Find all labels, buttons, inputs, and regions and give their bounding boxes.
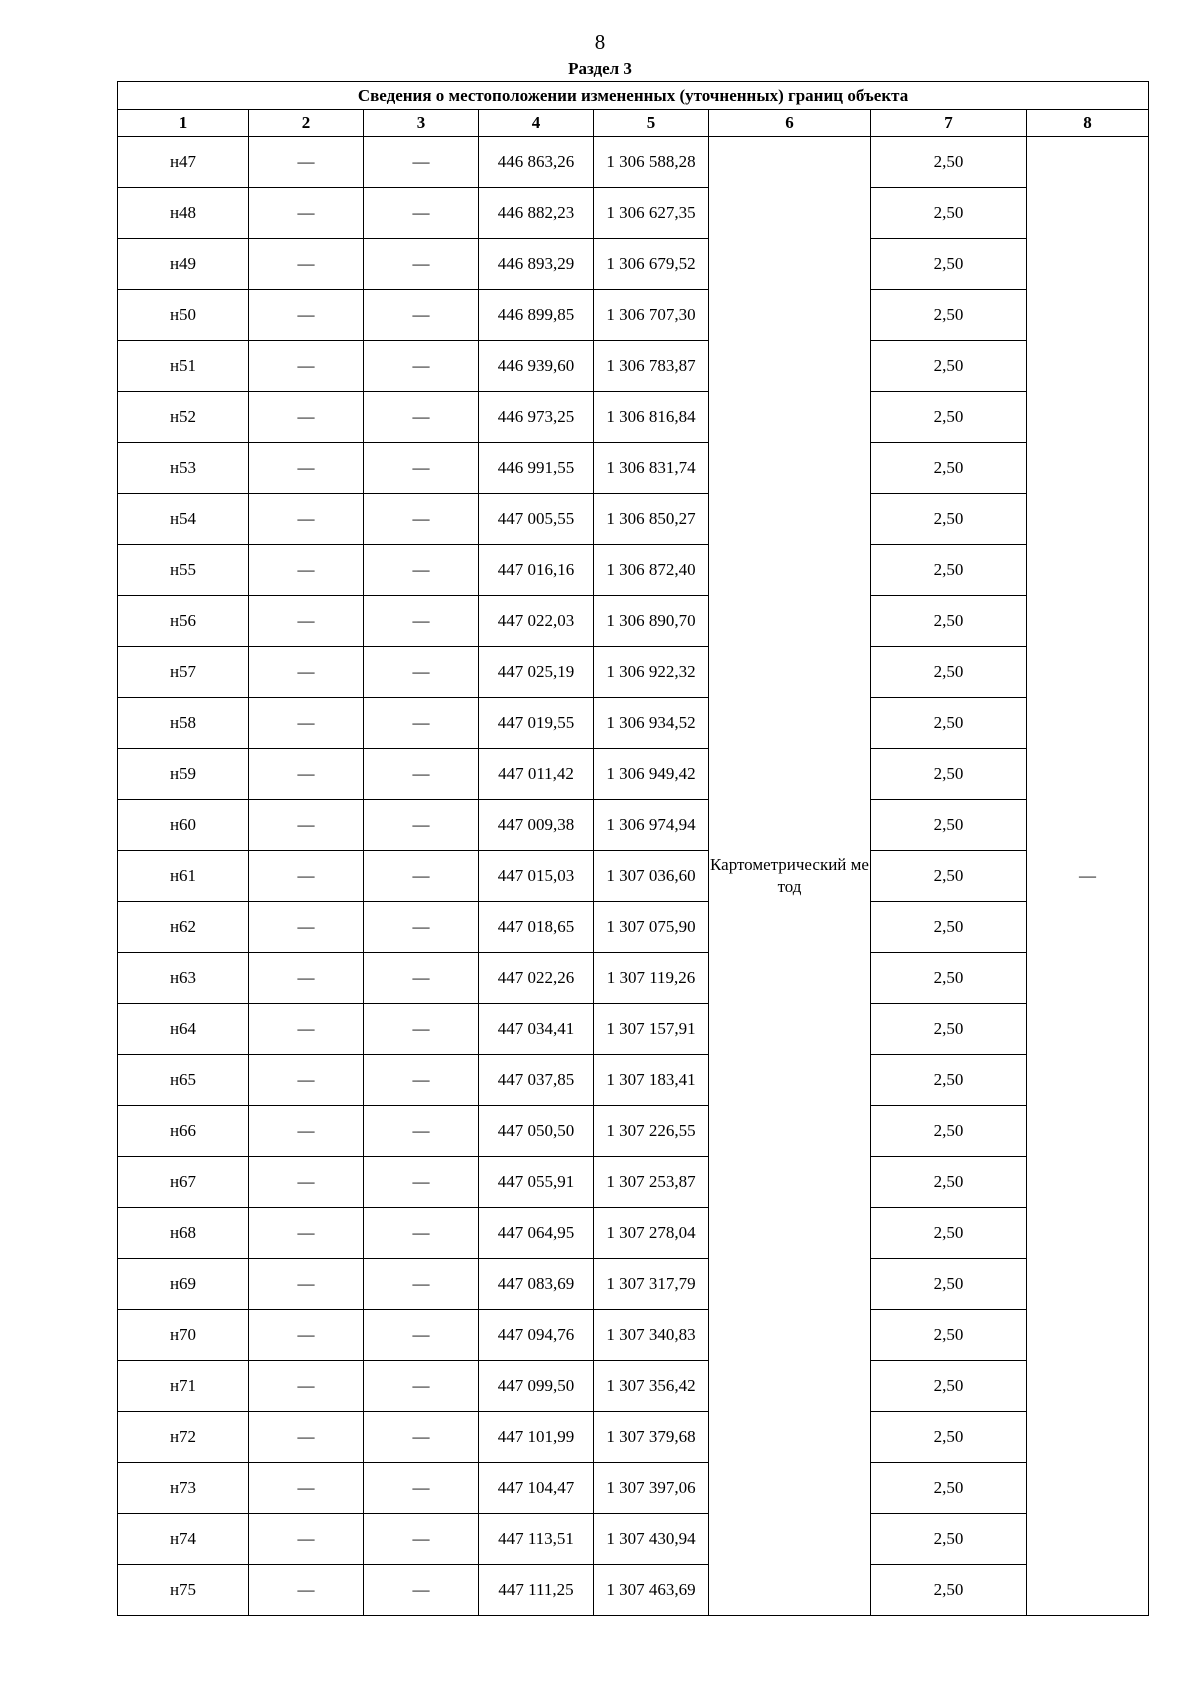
y-coordinate-cell: 1 307 278,04 (594, 1208, 709, 1259)
col3-cell: — (364, 698, 479, 749)
table-row (118, 647, 1149, 698)
point-name-cell: н74 (118, 1514, 249, 1565)
y-coordinate-cell: 1 307 356,42 (594, 1361, 709, 1412)
point-name-cell: н71 (118, 1361, 249, 1412)
accuracy-cell: 2,50 (871, 1055, 1027, 1106)
x-coordinate-cell: 447 022,26 (479, 953, 594, 1004)
x-coordinate-cell: 447 034,41 (479, 1004, 594, 1055)
point-name-cell: н53 (118, 443, 249, 494)
col2-cell: — (249, 1310, 364, 1361)
col2-cell: — (249, 494, 364, 545)
point-name-cell: н54 (118, 494, 249, 545)
column-header: 1 (118, 110, 249, 137)
column-header: 3 (364, 110, 479, 137)
point-name-cell: н60 (118, 800, 249, 851)
x-coordinate-cell: 447 111,25 (479, 1565, 594, 1616)
x-coordinate-cell: 447 101,99 (479, 1412, 594, 1463)
accuracy-cell: 2,50 (871, 545, 1027, 596)
x-coordinate-cell: 447 018,65 (479, 902, 594, 953)
method-cell: Картометрический метод (709, 137, 871, 1616)
col2-cell: — (249, 290, 364, 341)
y-coordinate-cell: 1 307 340,83 (594, 1310, 709, 1361)
x-coordinate-cell: 447 113,51 (479, 1514, 594, 1565)
point-name-cell: н65 (118, 1055, 249, 1106)
point-name-cell: н61 (118, 851, 249, 902)
col2-cell: — (249, 1565, 364, 1616)
table-row (118, 1463, 1149, 1514)
y-coordinate-cell: 1 306 922,32 (594, 647, 709, 698)
y-coordinate-cell: 1 307 075,90 (594, 902, 709, 953)
table-row (118, 137, 1149, 188)
y-coordinate-cell: 1 306 707,30 (594, 290, 709, 341)
accuracy-cell: 2,50 (871, 239, 1027, 290)
accuracy-cell: 2,50 (871, 443, 1027, 494)
table-row (118, 749, 1149, 800)
table-row (118, 851, 1149, 902)
table-row (118, 800, 1149, 851)
y-coordinate-cell: 1 307 036,60 (594, 851, 709, 902)
y-coordinate-cell: 1 307 397,06 (594, 1463, 709, 1514)
col3-cell: — (364, 290, 479, 341)
x-coordinate-cell: 447 050,50 (479, 1106, 594, 1157)
table-row (118, 1565, 1149, 1616)
table-body (118, 137, 1149, 1616)
accuracy-cell: 2,50 (871, 647, 1027, 698)
accuracy-cell: 2,50 (871, 1361, 1027, 1412)
table-row (118, 545, 1149, 596)
col3-cell: — (364, 596, 479, 647)
column-header-row (118, 110, 1149, 137)
col3-cell: — (364, 902, 479, 953)
x-coordinate-cell: 447 009,38 (479, 800, 594, 851)
x-coordinate-cell: 447 022,03 (479, 596, 594, 647)
y-coordinate-cell: 1 306 588,28 (594, 137, 709, 188)
point-name-cell: н52 (118, 392, 249, 443)
col2-cell: — (249, 1412, 364, 1463)
column-header: 5 (594, 110, 709, 137)
x-coordinate-cell: 446 973,25 (479, 392, 594, 443)
table-row (118, 953, 1149, 1004)
y-coordinate-cell: 1 306 850,27 (594, 494, 709, 545)
accuracy-cell: 2,50 (871, 1565, 1027, 1616)
section-title: Раздел 3 (568, 59, 632, 78)
y-coordinate-cell: 1 306 974,94 (594, 800, 709, 851)
x-coordinate-cell: 447 025,19 (479, 647, 594, 698)
point-name-cell: н49 (118, 239, 249, 290)
y-coordinate-cell: 1 306 872,40 (594, 545, 709, 596)
table-row (118, 1514, 1149, 1565)
accuracy-cell: 2,50 (871, 1157, 1027, 1208)
col2-cell: — (249, 953, 364, 1004)
y-coordinate-cell: 1 306 627,35 (594, 188, 709, 239)
y-coordinate-cell: 1 307 463,69 (594, 1565, 709, 1616)
accuracy-cell: 2,50 (871, 137, 1027, 188)
col3-cell: — (364, 800, 479, 851)
x-coordinate-cell: 447 011,42 (479, 749, 594, 800)
point-name-cell: н50 (118, 290, 249, 341)
col3-cell: — (364, 1106, 479, 1157)
col3-cell: — (364, 341, 479, 392)
col2-cell: — (249, 1106, 364, 1157)
col3-cell: — (364, 188, 479, 239)
point-name-cell: н73 (118, 1463, 249, 1514)
accuracy-cell: 2,50 (871, 1208, 1027, 1259)
column-header: 4 (479, 110, 594, 137)
accuracy-cell: 2,50 (871, 800, 1027, 851)
col3-cell: — (364, 494, 479, 545)
col2-cell: — (249, 1004, 364, 1055)
table-caption: Сведения о местоположении измененных (уточненных) границ объекта (118, 82, 1149, 110)
col2-cell: — (249, 137, 364, 188)
x-coordinate-cell: 447 019,55 (479, 698, 594, 749)
x-coordinate-cell: 446 899,85 (479, 290, 594, 341)
column-header: 2 (249, 110, 364, 137)
point-name-cell: н51 (118, 341, 249, 392)
table-row (118, 1259, 1149, 1310)
accuracy-cell: 2,50 (871, 902, 1027, 953)
point-name-cell: н68 (118, 1208, 249, 1259)
column-header: 8 (1027, 110, 1149, 137)
x-coordinate-cell: 446 893,29 (479, 239, 594, 290)
x-coordinate-cell: 447 094,76 (479, 1310, 594, 1361)
accuracy-cell: 2,50 (871, 953, 1027, 1004)
point-name-cell: н56 (118, 596, 249, 647)
x-coordinate-cell: 447 104,47 (479, 1463, 594, 1514)
table-row (118, 341, 1149, 392)
col2-cell: — (249, 392, 364, 443)
table-row (118, 188, 1149, 239)
accuracy-cell: 2,50 (871, 1463, 1027, 1514)
point-name-cell: н62 (118, 902, 249, 953)
point-name-cell: н48 (118, 188, 249, 239)
accuracy-cell: 2,50 (871, 290, 1027, 341)
table-row (118, 1055, 1149, 1106)
x-coordinate-cell: 446 991,55 (479, 443, 594, 494)
table-row (118, 902, 1149, 953)
point-name-cell: н69 (118, 1259, 249, 1310)
table-row (118, 1361, 1149, 1412)
column-header: 7 (871, 110, 1027, 137)
col2-cell: — (249, 851, 364, 902)
table-row (118, 443, 1149, 494)
y-coordinate-cell: 1 306 890,70 (594, 596, 709, 647)
accuracy-cell: 2,50 (871, 851, 1027, 902)
col3-cell: — (364, 851, 479, 902)
col3-cell: — (364, 545, 479, 596)
col3-cell: — (364, 1157, 479, 1208)
table-row (118, 1106, 1149, 1157)
col2-cell: — (249, 1055, 364, 1106)
col3-cell: — (364, 1259, 479, 1310)
point-name-cell: н47 (118, 137, 249, 188)
col3-cell: — (364, 1412, 479, 1463)
col2-cell: — (249, 902, 364, 953)
point-name-cell: н57 (118, 647, 249, 698)
accuracy-cell: 2,50 (871, 698, 1027, 749)
point-name-cell: н64 (118, 1004, 249, 1055)
col3-cell: — (364, 1004, 479, 1055)
point-name-cell: н55 (118, 545, 249, 596)
accuracy-cell: 2,50 (871, 1310, 1027, 1361)
point-name-cell: н72 (118, 1412, 249, 1463)
col3-cell: — (364, 1565, 479, 1616)
y-coordinate-cell: 1 307 253,87 (594, 1157, 709, 1208)
x-coordinate-cell: 447 037,85 (479, 1055, 594, 1106)
table-row (118, 1004, 1149, 1055)
point-name-cell: н75 (118, 1565, 249, 1616)
point-name-cell: н67 (118, 1157, 249, 1208)
col3-cell: — (364, 1310, 479, 1361)
y-coordinate-cell: 1 307 317,79 (594, 1259, 709, 1310)
accuracy-cell: 2,50 (871, 1514, 1027, 1565)
y-coordinate-cell: 1 307 157,91 (594, 1004, 709, 1055)
table-row (118, 1157, 1149, 1208)
accuracy-cell: 2,50 (871, 749, 1027, 800)
x-coordinate-cell: 446 863,26 (479, 137, 594, 188)
col2-cell: — (249, 596, 364, 647)
accuracy-cell: 2,50 (871, 1412, 1027, 1463)
col2-cell: — (249, 443, 364, 494)
y-coordinate-cell: 1 307 379,68 (594, 1412, 709, 1463)
accuracy-cell: 2,50 (871, 341, 1027, 392)
point-name-cell: н59 (118, 749, 249, 800)
column-header: 6 (709, 110, 871, 137)
accuracy-cell: 2,50 (871, 392, 1027, 443)
x-coordinate-cell: 447 099,50 (479, 1361, 594, 1412)
col2-cell: — (249, 698, 364, 749)
table-row (118, 494, 1149, 545)
y-coordinate-cell: 1 306 934,52 (594, 698, 709, 749)
col2-cell: — (249, 1514, 364, 1565)
col2-cell: — (249, 1463, 364, 1514)
col2-cell: — (249, 1259, 364, 1310)
y-coordinate-cell: 1 307 183,41 (594, 1055, 709, 1106)
point-name-cell: н63 (118, 953, 249, 1004)
x-coordinate-cell: 447 015,03 (479, 851, 594, 902)
col2-cell: — (249, 1157, 364, 1208)
col2-cell: — (249, 341, 364, 392)
x-coordinate-cell: 446 882,23 (479, 188, 594, 239)
y-coordinate-cell: 1 307 430,94 (594, 1514, 709, 1565)
table-row (118, 1310, 1149, 1361)
col2-cell: — (249, 545, 364, 596)
col3-cell: — (364, 953, 479, 1004)
table-row (118, 392, 1149, 443)
col3-cell: — (364, 443, 479, 494)
accuracy-cell: 2,50 (871, 1106, 1027, 1157)
col3-cell: — (364, 1463, 479, 1514)
col3-cell: — (364, 1208, 479, 1259)
col3-cell: — (364, 1361, 479, 1412)
col3-cell: — (364, 647, 479, 698)
x-coordinate-cell: 446 939,60 (479, 341, 594, 392)
y-coordinate-cell: 1 307 119,26 (594, 953, 709, 1004)
y-coordinate-cell: 1 306 679,52 (594, 239, 709, 290)
y-coordinate-cell: 1 306 816,84 (594, 392, 709, 443)
accuracy-cell: 2,50 (871, 494, 1027, 545)
col2-cell: — (249, 188, 364, 239)
col3-cell: — (364, 137, 479, 188)
y-coordinate-cell: 1 306 783,87 (594, 341, 709, 392)
table-row (118, 1208, 1149, 1259)
accuracy-cell: 2,50 (871, 188, 1027, 239)
col8-cell: — (1027, 137, 1149, 1616)
point-name-cell: н58 (118, 698, 249, 749)
col2-cell: — (249, 1361, 364, 1412)
table-row (118, 1412, 1149, 1463)
point-name-cell: н66 (118, 1106, 249, 1157)
x-coordinate-cell: 447 055,91 (479, 1157, 594, 1208)
y-coordinate-cell: 1 307 226,55 (594, 1106, 709, 1157)
boundary-table (117, 81, 1149, 1616)
table-row (118, 698, 1149, 749)
accuracy-cell: 2,50 (871, 596, 1027, 647)
col2-cell: — (249, 1208, 364, 1259)
col2-cell: — (249, 800, 364, 851)
table-row (118, 239, 1149, 290)
col3-cell: — (364, 1514, 479, 1565)
x-coordinate-cell: 447 064,95 (479, 1208, 594, 1259)
point-name-cell: н70 (118, 1310, 249, 1361)
accuracy-cell: 2,50 (871, 1259, 1027, 1310)
y-coordinate-cell: 1 306 831,74 (594, 443, 709, 494)
col3-cell: — (364, 239, 479, 290)
accuracy-cell: 2,50 (871, 1004, 1027, 1055)
col3-cell: — (364, 392, 479, 443)
col3-cell: — (364, 749, 479, 800)
x-coordinate-cell: 447 016,16 (479, 545, 594, 596)
page-number: 8 (594, 30, 606, 54)
table-row (118, 596, 1149, 647)
col2-cell: — (249, 749, 364, 800)
x-coordinate-cell: 447 005,55 (479, 494, 594, 545)
col2-cell: — (249, 647, 364, 698)
table-row (118, 290, 1149, 341)
col2-cell: — (249, 239, 364, 290)
x-coordinate-cell: 447 083,69 (479, 1259, 594, 1310)
col3-cell: — (364, 1055, 479, 1106)
y-coordinate-cell: 1 306 949,42 (594, 749, 709, 800)
